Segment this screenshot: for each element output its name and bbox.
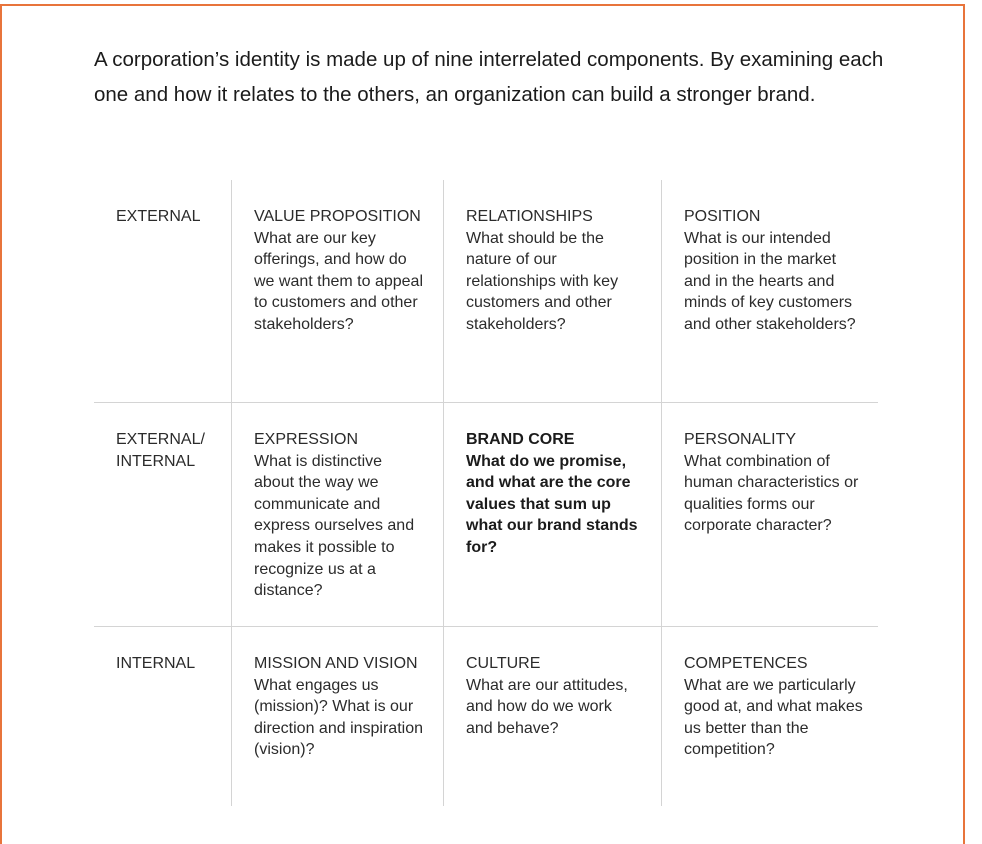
component-question: What engages us (mission)? What is our direction and inspiration (vision)? [254,676,423,759]
component-question: What is our intended position in the market and in the hearts and minds of key customers and other stakeholders? [684,229,856,333]
component-personality [684,429,864,537]
component-question: What are our key offerings, and how do we want them to appeal to customers and other stakeholders? [254,229,423,333]
component-title: POSITION [684,208,761,225]
component-question: What is distinctive about the way we communicate and express ourselves and makes it possible to recognize us at a distance? [254,452,415,600]
row-label: EXTERNAL/ INTERNAL [116,431,205,470]
component-title: CULTURE [466,655,541,672]
component-question: What should be the nature of our relationships with key customers and other stakeholders? [466,229,619,333]
component-title: MISSION AND VISION [254,655,418,672]
component-title: RELATIONSHIPS [466,208,593,225]
component-title: VALUE PROPOSITION [254,208,421,225]
component-title: PERSONALITY [684,431,797,448]
matrix-row-internal [94,627,878,806]
component-competences [684,653,864,761]
identity-matrix [94,180,878,806]
component-expression [254,429,426,602]
intro-paragraph: A corporation’s identity is made up of nine interrelated components. By examining each one and how it relates to the others, an organization can build a stronger brand. [94,48,884,106]
content-frame [0,4,965,844]
component-question: What combination of human characteristics or qualities forms our corporate character? [684,452,859,535]
component-brand-core [466,429,642,559]
component-culture [466,653,642,739]
row-label: EXTERNAL [116,208,201,225]
component-value-proposition [254,206,426,336]
matrix-row-external-internal [94,403,878,627]
component-question: What do we promise, and what are the core values that sum up what our brand stands for? [466,452,638,556]
row-label: INTERNAL [116,655,196,672]
component-title: BRAND CORE [466,431,575,448]
matrix-row-external [94,180,878,403]
component-title: EXPRESSION [254,431,359,448]
component-title: COMPETENCES [684,655,808,672]
component-question: What are our attitudes, and how do we work and behave? [466,676,628,737]
component-position [684,206,864,336]
component-mission-and-vision [254,653,426,761]
component-relationships [466,206,642,336]
component-question: What are we particularly good at, and what makes us better than the competition? [684,676,863,759]
